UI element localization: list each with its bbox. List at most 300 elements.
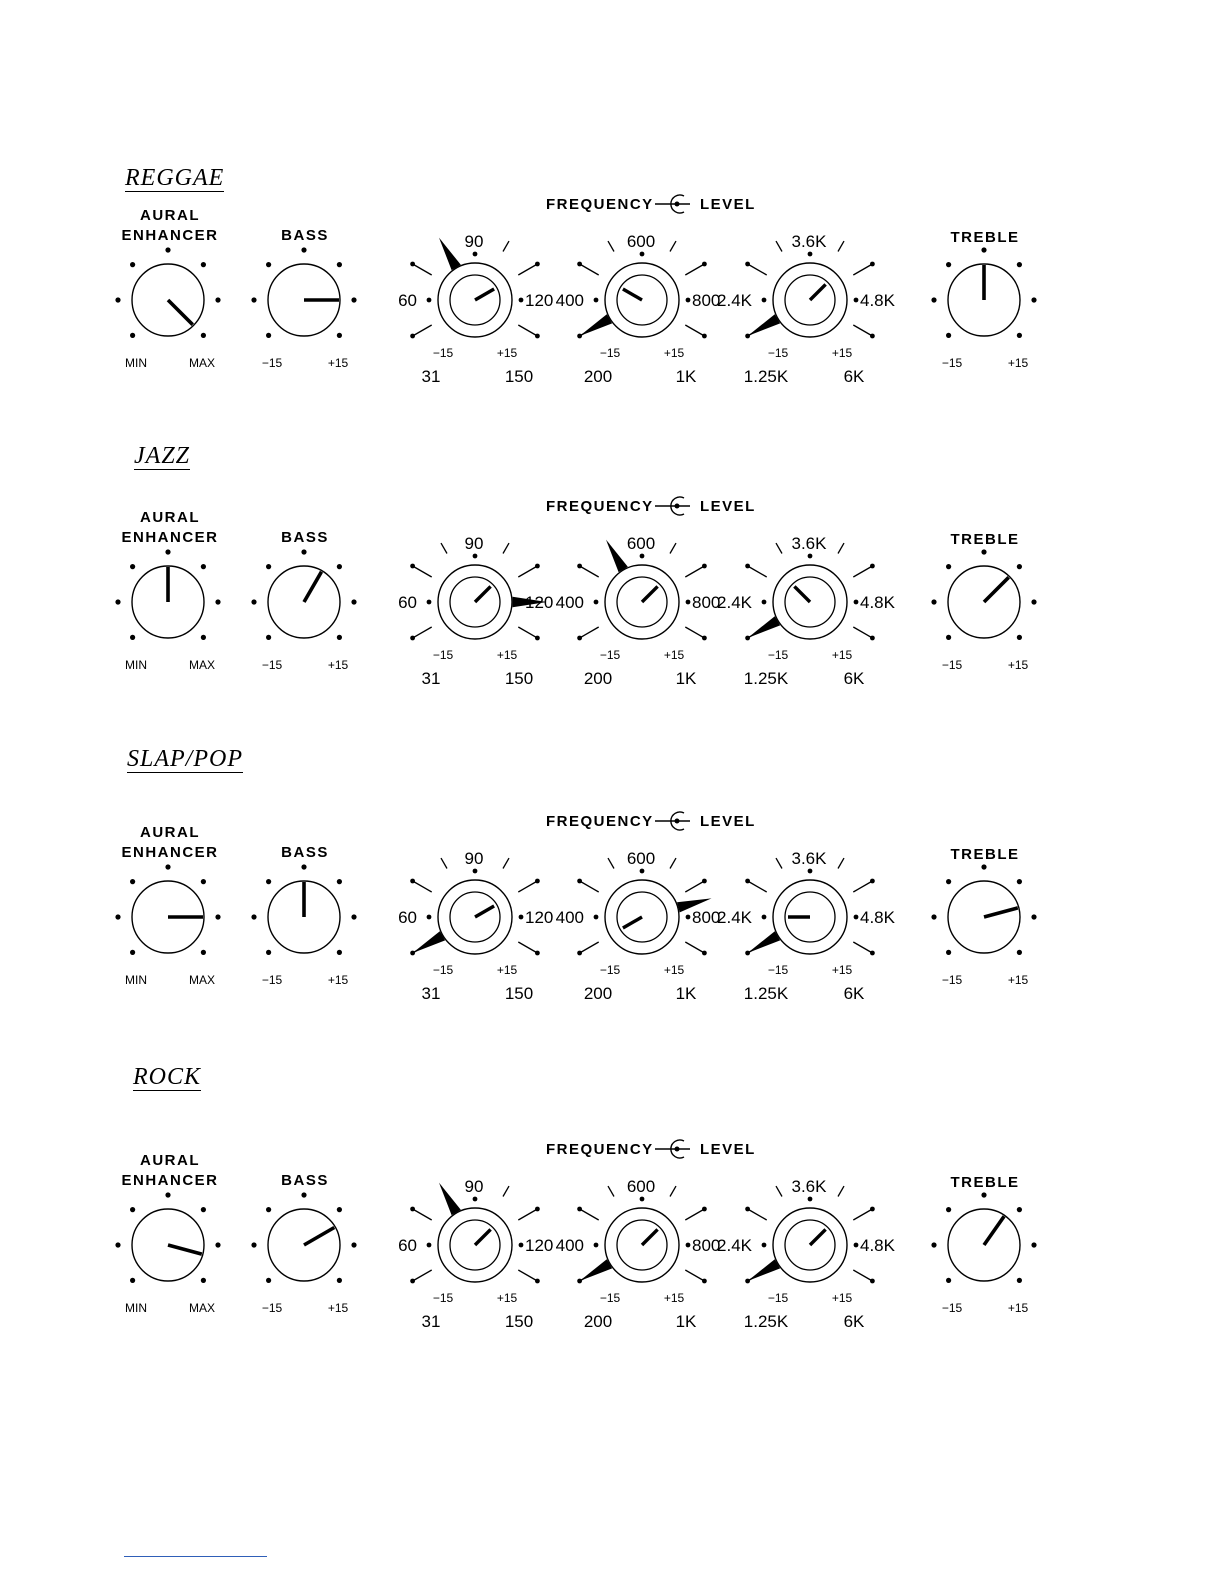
band-top-label: 3.6K — [791, 232, 827, 251]
tick-dot — [870, 564, 875, 569]
treble-title: TREBLE — [950, 531, 1020, 548]
tick-line — [518, 566, 537, 577]
tick-dot — [702, 564, 707, 569]
tick-dot — [473, 554, 478, 559]
scale-min-label: −15 — [941, 356, 963, 370]
treble-knob — [931, 549, 1036, 672]
tick-line — [748, 566, 767, 577]
range-high-label: 1K — [675, 984, 697, 1003]
treble-knob — [931, 1192, 1036, 1315]
band-left-label: 400 — [555, 593, 584, 612]
control-panel — [0, 777, 1224, 1037]
aural-title-line2: ENHANCER — [121, 844, 219, 861]
tick-line — [503, 543, 509, 553]
tick-line — [776, 1186, 782, 1196]
tick-dot — [473, 252, 478, 257]
tick-dot — [594, 1243, 599, 1248]
tick-dot — [870, 262, 875, 267]
level-max-label: +15 — [663, 648, 685, 662]
level-min-label: −15 — [767, 648, 789, 662]
tick-dot — [251, 599, 256, 604]
tick-line — [670, 858, 676, 868]
tick-dot — [251, 914, 256, 919]
band-right-label: 800 — [692, 291, 721, 310]
level-max-label: +15 — [663, 346, 685, 360]
tick-line — [748, 881, 767, 892]
scale-min-label: −15 — [941, 658, 963, 672]
tick-dot — [577, 951, 582, 956]
tick-dot — [745, 1207, 750, 1212]
mid-band-knob — [556, 849, 721, 1003]
tick-dot — [201, 1278, 206, 1283]
tick-dot — [266, 262, 271, 267]
range-low-label: 1.25K — [743, 367, 789, 386]
control-panel — [0, 1105, 1224, 1365]
tick-dot — [410, 564, 415, 569]
scale-max-label: +15 — [327, 658, 349, 672]
aural-enhancer-knob — [115, 1192, 220, 1315]
tick-line — [518, 1270, 537, 1281]
tick-dot — [946, 333, 951, 338]
tick-dot — [745, 879, 750, 884]
level-min-label: −15 — [767, 1291, 789, 1305]
band-top-label: 90 — [464, 232, 484, 251]
level-min-label: −15 — [767, 963, 789, 977]
tick-line — [580, 1209, 599, 1220]
tick-dot — [201, 635, 206, 640]
tick-dot — [577, 1207, 582, 1212]
tick-dot — [1031, 599, 1036, 604]
tick-dot — [808, 869, 813, 874]
tick-dot — [410, 1279, 415, 1284]
tick-dot — [215, 1242, 220, 1247]
aural-title-line1: AURAL — [140, 207, 200, 224]
scale-max-label: +15 — [327, 1301, 349, 1315]
tick-line — [776, 241, 782, 251]
tick-dot — [201, 950, 206, 955]
level-label: LEVEL — [700, 813, 756, 830]
tick-dot — [410, 334, 415, 339]
tick-line — [685, 325, 704, 336]
tick-dot — [427, 1243, 432, 1248]
tick-dot — [427, 600, 432, 605]
band-top-label: 600 — [626, 1177, 656, 1196]
tick-dot — [535, 1279, 540, 1284]
treble-title: TREBLE — [950, 1174, 1020, 1191]
tick-dot — [130, 1207, 135, 1212]
control-panel — [0, 462, 1224, 722]
tick-dot — [301, 247, 306, 252]
tick-dot — [266, 333, 271, 338]
range-low-label: 31 — [421, 669, 441, 688]
range-high-label: 6K — [843, 669, 865, 688]
tick-line — [838, 543, 844, 553]
tick-line — [685, 881, 704, 892]
scale-max-label: +15 — [1007, 973, 1029, 987]
tick-dot — [519, 915, 524, 920]
tick-dot — [981, 247, 986, 252]
level-max-label: +15 — [663, 963, 685, 977]
tick-dot — [301, 864, 306, 869]
tick-line — [608, 241, 614, 251]
tick-dot — [702, 1279, 707, 1284]
tick-dot — [640, 869, 645, 874]
scale-min-label: MIN — [125, 973, 147, 987]
mid-band-knob — [556, 534, 721, 688]
tick-dot — [1017, 564, 1022, 569]
mid-band-knob — [556, 1177, 721, 1331]
scale-min-label: MIN — [125, 356, 147, 370]
tick-dot — [854, 915, 859, 920]
preset-slap-pop — [0, 746, 1224, 1037]
frequency-pointer — [580, 1259, 613, 1281]
bass-knob — [251, 1192, 356, 1315]
band-top-label: 3.6K — [791, 1177, 827, 1196]
level-min-label: −15 — [432, 648, 454, 662]
tick-dot — [473, 1197, 478, 1202]
tick-dot — [808, 554, 813, 559]
tick-dot — [535, 951, 540, 956]
band-left-label: 60 — [398, 291, 417, 310]
band-top-label: 600 — [626, 232, 656, 251]
aural-enhancer-knob — [115, 247, 220, 370]
tick-line — [580, 627, 599, 638]
level-max-label: +15 — [831, 1291, 853, 1305]
tick-dot — [535, 636, 540, 641]
tick-dot — [337, 879, 342, 884]
tick-dot — [337, 262, 342, 267]
tick-dot — [519, 298, 524, 303]
tick-dot — [762, 1243, 767, 1248]
aural-title-line2: ENHANCER — [121, 529, 219, 546]
tick-dot — [946, 879, 951, 884]
bass-title: BASS — [281, 227, 329, 244]
tick-dot — [577, 564, 582, 569]
tick-line — [853, 1209, 872, 1220]
scale-max-label: MAX — [188, 973, 216, 987]
scale-max-label: +15 — [1007, 1301, 1029, 1315]
level-min-label: −15 — [767, 346, 789, 360]
scale-max-label: +15 — [1007, 658, 1029, 672]
tick-dot — [931, 914, 936, 919]
range-low-label: 31 — [421, 1312, 441, 1331]
tick-dot — [640, 554, 645, 559]
tick-dot — [870, 1279, 875, 1284]
tick-line — [838, 1186, 844, 1196]
tick-dot — [1017, 333, 1022, 338]
scale-max-label: +15 — [327, 356, 349, 370]
scale-max-label: +15 — [327, 973, 349, 987]
frequency-pointer — [580, 314, 613, 336]
scale-min-label: −15 — [941, 1301, 963, 1315]
bass-title: BASS — [281, 844, 329, 861]
tick-dot — [946, 1207, 951, 1212]
band-top-label: 600 — [626, 849, 656, 868]
tick-dot — [215, 914, 220, 919]
tick-line — [670, 543, 676, 553]
tick-dot — [201, 879, 206, 884]
band-right-label: 4.8K — [860, 908, 895, 927]
tick-dot — [165, 1192, 170, 1197]
tick-dot — [702, 262, 707, 267]
scale-max-label: MAX — [188, 658, 216, 672]
tick-line — [670, 241, 676, 251]
frequency-label: FREQUENCY — [546, 813, 654, 830]
tick-dot — [130, 262, 135, 267]
aural-title-line1: AURAL — [140, 509, 200, 526]
level-max-label: +15 — [831, 648, 853, 662]
tick-line — [503, 858, 509, 868]
tick-dot — [702, 334, 707, 339]
tick-dot — [337, 1278, 342, 1283]
preset-title: JAZZ — [134, 443, 191, 469]
tick-dot — [1017, 879, 1022, 884]
mid-band-knob — [398, 849, 553, 1003]
aural-enhancer-knob — [115, 549, 220, 672]
scale-max-label: MAX — [188, 1301, 216, 1315]
tick-dot — [854, 600, 859, 605]
tick-line — [853, 1270, 872, 1281]
mid-band-knob — [717, 1177, 896, 1331]
tick-dot — [410, 636, 415, 641]
tick-dot — [130, 564, 135, 569]
scale-min-label: −15 — [261, 1301, 283, 1315]
level-max-label: +15 — [496, 346, 518, 360]
band-left-label: 400 — [555, 908, 584, 927]
mid-band-knob — [398, 232, 553, 386]
tick-dot — [351, 1242, 356, 1247]
mid-band-knob — [717, 849, 896, 1003]
tick-dot — [201, 333, 206, 338]
tick-dot — [535, 879, 540, 884]
tick-dot — [640, 252, 645, 257]
band-right-label: 4.8K — [860, 291, 895, 310]
tick-dot — [762, 298, 767, 303]
range-low-label: 200 — [583, 669, 613, 688]
tick-dot — [130, 1278, 135, 1283]
tick-dot — [130, 333, 135, 338]
mid-band-knob — [556, 232, 721, 386]
preset-jazz — [0, 443, 1224, 722]
tick-dot — [301, 549, 306, 554]
range-high-label: 1K — [675, 1312, 697, 1331]
band-top-label: 3.6K — [791, 849, 827, 868]
scale-min-label: −15 — [941, 973, 963, 987]
tick-dot — [115, 599, 120, 604]
level-max-label: +15 — [663, 1291, 685, 1305]
band-top-label: 90 — [464, 1177, 484, 1196]
tick-dot — [1031, 914, 1036, 919]
band-left-label: 60 — [398, 593, 417, 612]
tick-dot — [427, 298, 432, 303]
tick-line — [838, 241, 844, 251]
band-left-label: 400 — [555, 291, 584, 310]
band-left-label: 400 — [555, 1236, 584, 1255]
band-left-label: 2.4K — [717, 908, 752, 927]
range-high-label: 6K — [843, 1312, 865, 1331]
tick-line — [413, 566, 432, 577]
tick-dot — [535, 262, 540, 267]
band-right-label: 120 — [525, 593, 554, 612]
tick-dot — [165, 247, 170, 252]
tick-dot — [931, 1242, 936, 1247]
frequency-level-symbol — [655, 195, 690, 213]
level-min-label: −15 — [599, 346, 621, 360]
tick-line — [853, 942, 872, 953]
level-min-label: −15 — [599, 648, 621, 662]
tick-line — [776, 543, 782, 553]
level-min-label: −15 — [432, 963, 454, 977]
range-low-label: 1.25K — [743, 669, 789, 688]
tick-line — [670, 1186, 676, 1196]
range-low-label: 31 — [421, 984, 441, 1003]
band-top-label: 90 — [464, 849, 484, 868]
tick-dot — [981, 864, 986, 869]
level-label: LEVEL — [700, 1141, 756, 1158]
tick-dot — [594, 915, 599, 920]
tick-line — [518, 942, 537, 953]
tick-line — [853, 627, 872, 638]
tick-dot — [473, 869, 478, 874]
tick-dot — [1017, 1278, 1022, 1283]
tick-line — [580, 942, 599, 953]
tick-dot — [702, 636, 707, 641]
frequency-pointer — [439, 1183, 461, 1216]
aural-title-line1: AURAL — [140, 824, 200, 841]
tick-dot — [594, 298, 599, 303]
tick-line — [608, 858, 614, 868]
frequency-level-symbol — [655, 497, 690, 515]
scale-max-label: +15 — [1007, 356, 1029, 370]
tick-dot — [808, 1197, 813, 1202]
tick-dot — [535, 1207, 540, 1212]
tick-dot — [266, 564, 271, 569]
tick-line — [518, 1209, 537, 1220]
tick-dot — [519, 1243, 524, 1248]
tick-dot — [577, 879, 582, 884]
tick-line — [685, 942, 704, 953]
treble-knob — [931, 247, 1036, 370]
level-label: LEVEL — [700, 498, 756, 515]
tick-line — [685, 1209, 704, 1220]
tick-dot — [686, 915, 691, 920]
tick-dot — [702, 951, 707, 956]
tick-dot — [337, 950, 342, 955]
tick-dot — [640, 1197, 645, 1202]
bass-knob — [251, 864, 356, 987]
level-max-label: +15 — [496, 963, 518, 977]
mid-band-knob — [398, 1177, 553, 1331]
tick-dot — [410, 1207, 415, 1212]
tick-dot — [201, 564, 206, 569]
tick-dot — [981, 1192, 986, 1197]
treble-title: TREBLE — [950, 229, 1020, 246]
frequency-label: FREQUENCY — [546, 498, 654, 515]
tick-dot — [946, 1278, 951, 1283]
tick-line — [413, 881, 432, 892]
tick-dot — [594, 600, 599, 605]
frequency-level-symbol — [655, 812, 690, 830]
tick-dot — [745, 262, 750, 267]
preset-rock — [0, 1064, 1224, 1365]
tick-dot — [686, 1243, 691, 1248]
preset-title: SLAP/POP — [127, 746, 243, 772]
band-left-label: 2.4K — [717, 291, 752, 310]
tick-line — [838, 858, 844, 868]
tick-line — [503, 1186, 509, 1196]
preset-title: REGGAE — [125, 165, 225, 191]
level-min-label: −15 — [599, 1291, 621, 1305]
range-high-label: 150 — [504, 1312, 534, 1331]
frequency-level-symbol — [655, 1140, 690, 1158]
tick-dot — [130, 635, 135, 640]
tick-dot — [410, 879, 415, 884]
bass-title: BASS — [281, 529, 329, 546]
range-high-label: 150 — [504, 669, 534, 688]
range-low-label: 200 — [583, 1312, 613, 1331]
tick-dot — [351, 914, 356, 919]
tick-dot — [762, 915, 767, 920]
tick-line — [853, 566, 872, 577]
tick-dot — [266, 635, 271, 640]
band-left-label: 60 — [398, 908, 417, 927]
tick-line — [853, 325, 872, 336]
tick-dot — [946, 262, 951, 267]
frequency-pointer — [748, 1259, 781, 1281]
tick-dot — [762, 600, 767, 605]
tick-dot — [266, 1278, 271, 1283]
tick-dot — [201, 1207, 206, 1212]
tick-dot — [266, 1207, 271, 1212]
treble-title: TREBLE — [950, 846, 1020, 863]
tick-dot — [577, 262, 582, 267]
tick-line — [685, 1270, 704, 1281]
mid-band-knob — [717, 534, 896, 688]
tick-dot — [745, 564, 750, 569]
tick-dot — [351, 297, 356, 302]
tick-dot — [251, 297, 256, 302]
band-right-label: 120 — [525, 908, 554, 927]
tick-line — [413, 1209, 432, 1220]
tick-dot — [115, 914, 120, 919]
tick-dot — [410, 262, 415, 267]
tick-dot — [1031, 1242, 1036, 1247]
mid-band-knob — [398, 534, 553, 688]
band-top-label: 3.6K — [791, 534, 827, 553]
tick-dot — [215, 297, 220, 302]
tick-dot — [870, 951, 875, 956]
tick-line — [441, 858, 447, 868]
tick-dot — [427, 915, 432, 920]
range-high-label: 1K — [675, 367, 697, 386]
footer-rule — [124, 1556, 267, 1557]
tick-dot — [266, 950, 271, 955]
tick-dot — [201, 262, 206, 267]
tick-dot — [808, 252, 813, 257]
tick-line — [580, 566, 599, 577]
tick-dot — [337, 564, 342, 569]
mid-band-knob — [717, 232, 896, 386]
range-high-label: 1K — [675, 669, 697, 688]
aural-enhancer-knob — [115, 864, 220, 987]
tick-dot — [854, 298, 859, 303]
range-low-label: 200 — [583, 367, 613, 386]
tick-dot — [1017, 635, 1022, 640]
range-low-label: 31 — [421, 367, 441, 386]
band-right-label: 120 — [525, 1236, 554, 1255]
tick-dot — [165, 549, 170, 554]
tick-dot — [130, 950, 135, 955]
